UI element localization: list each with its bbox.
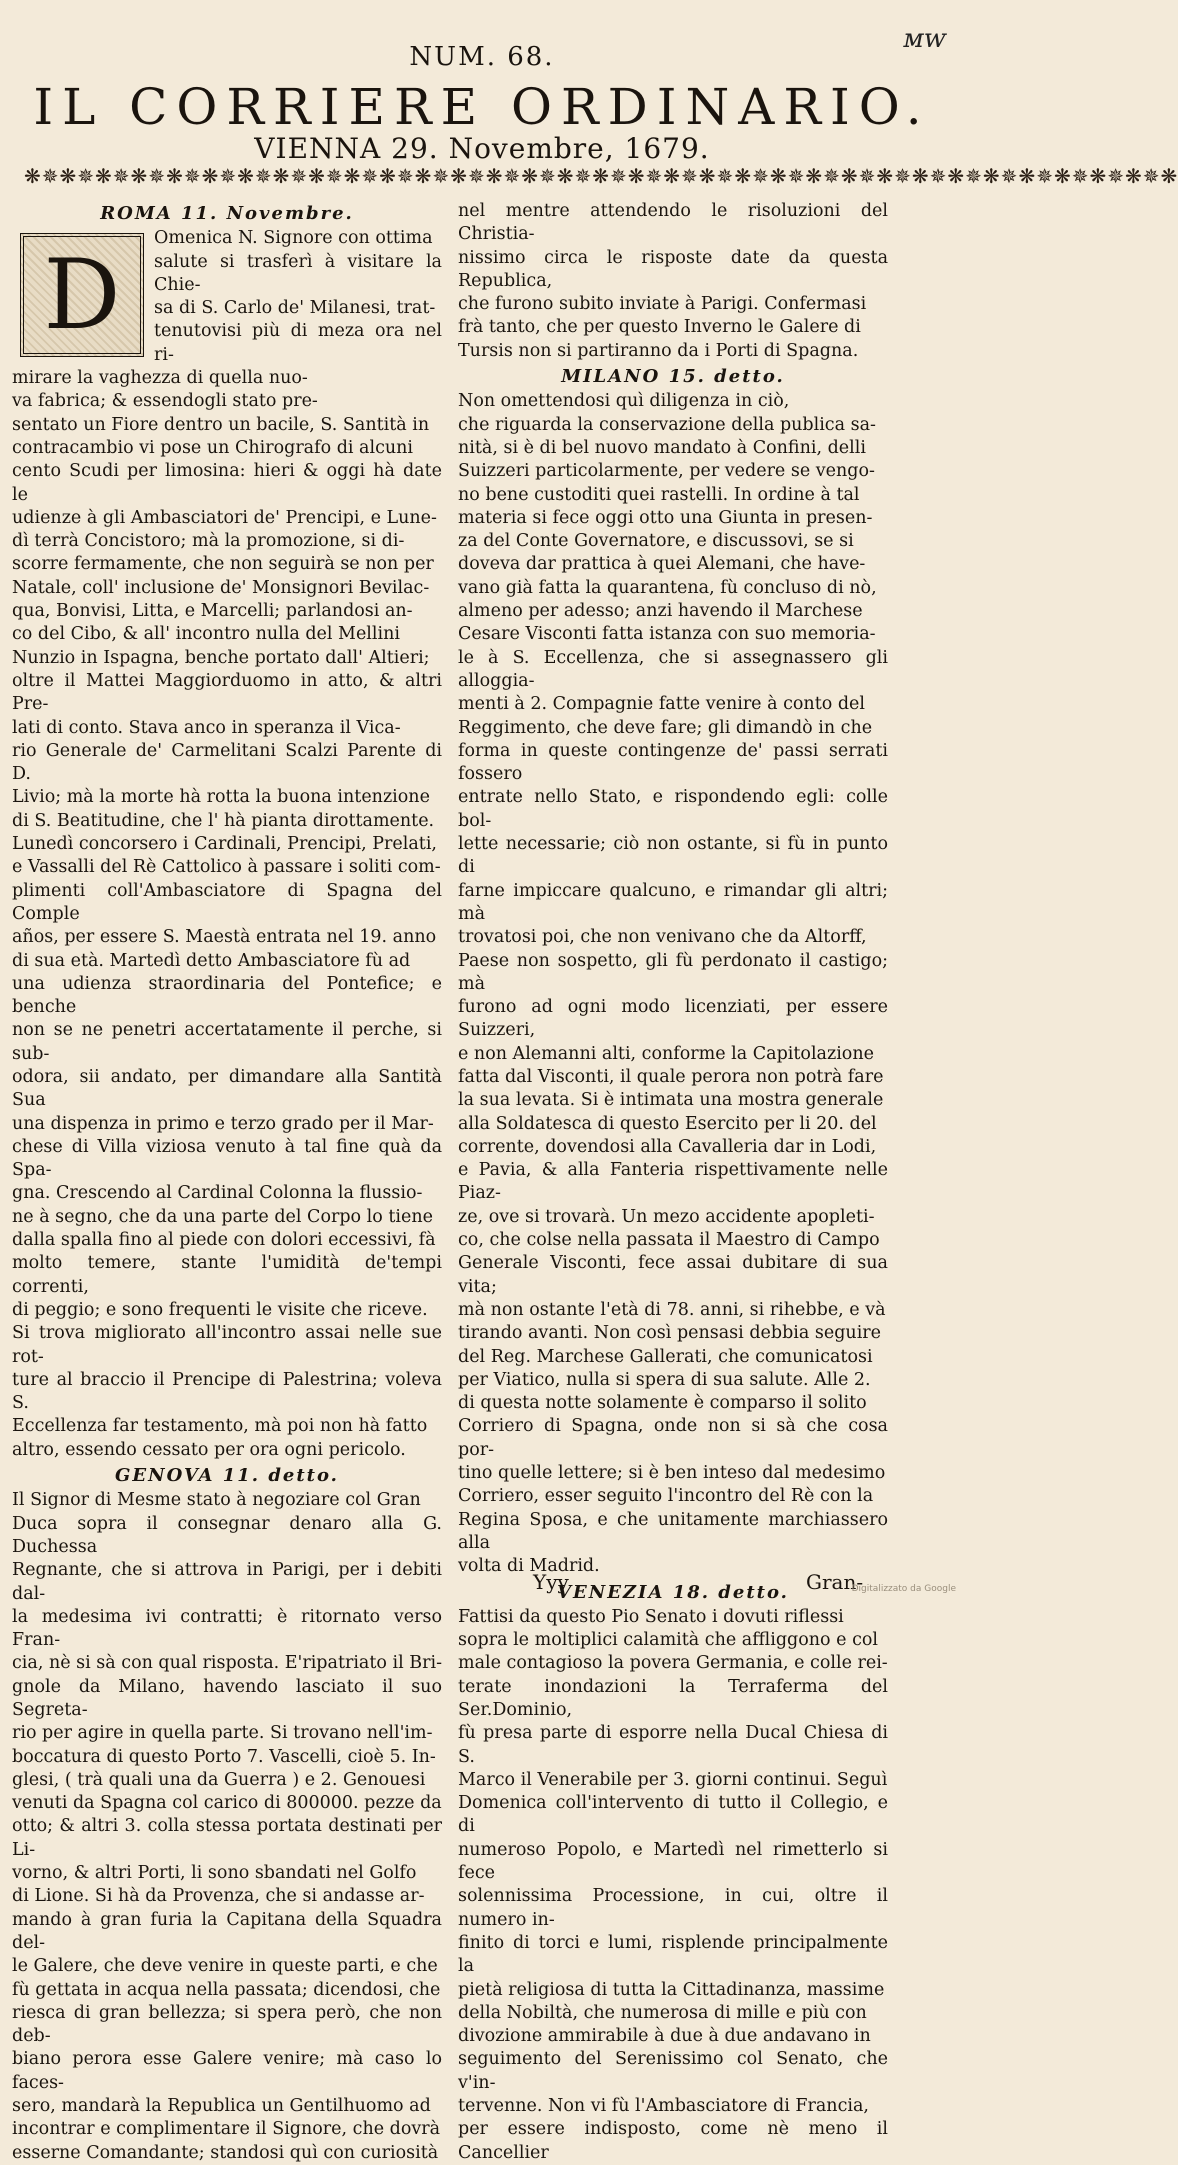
milano-heading: MILANO 15. detto. — [561, 366, 785, 388]
roma-article: Omenica N. Signore con ottima salute si trasferì à visitare la Chie- sa di S. Carlo de' Milanesi, trat- tenutovisi più di meza ora nel ri- mirare la vaghezza di quella nuo- va fabrica; & essendogli stato pre- sentato un Fiore dentro un bacile, S. Santità in contracambio vi pose un Chirografo di alcuni cento Scudi per limosina: hieri & oggi hà date le udienze à gli Ambasciatori de' Prencipi, e Lune- dì terrà Concistoro; mà la promozione, si di- scorre fermamente, che non seguirà se non per Natale, coll' inclusione de' Monsignori Bevilac- qua, Bonvisi, Litta, e Marcelli; parlandosi an- co del Cibo, & all' incontro nulla del Mellini Nunzio in Ispagna, benche portato dall' Altieri; oltre il Mattei Maggiorduomo in atto, & altri Pre- lati di conto. Stava anco in speranza il Vica- rio Generale de' Carmelitani Scalzi Parente di D. Livio; mà la morte hà rotta la buona intenzione di S. Beatitudine, che l' hà pianta dirottamente. Lunedì concorsero i Cardinali, Prencipi, Prelati, e Vassalli del Rè Cattolico à passare i soliti com- plimenti coll'Ambasciatore di Spagna del Comple años, per essere S. Maestà entrata nel 19. anno di sua età. Martedì detto Ambasciatore fù ad una udienza straordinaria del Pontefice; e benche non se ne penetri accertatamente il perche, si sub- odora, sii andato, per dimandare alla Santità Sua una dispenza in primo e terzo grado per il Mar- chese di Villa viziosa venuto à tal fine quà da Spa- gna. Crescendo al Cardinal Colonna la flussio- ne à segno, che da una parte del Corpo lo tiene dalla spalla fino al piede con dolori eccessivi, fà molto temere, stante l'umidità de'tempi correnti, di peggio; e sono frequenti le visite che riceve. Si trova migliorato all'incontro assai nelle sue rot- ture al braccio il Prencipe di Palestrina; voleva S. Eccellenza far testamento, mà poi non hà fatto altro, essendo cessato per ora ogni pericolo. — [12, 228, 442, 1460]
masthead-title: IL CORRIERE ORDINARIO. — [33, 78, 931, 136]
genova-article: Il Signor di Mesme stato à negoziare col Gran Duca sopra il consegnar denaro alla G. Duchessa Regnante, che si attrova in Parigi, per i debiti dal- la medesima ivi contratti; è ritornato verso Fran- cia, nè si sà con qual risposta. E'ripatriato il Bri- gnole da Milano, havendo lasciato il suo Segreta- rio per agire in quella parte. Si trovano nell'im- boccatura di questo Porto 7. Vascelli, cioè 5. In- glesi, ( trà quali una da Guerra ) e 2. Genouesi venuti da Spagna col carico di 800000. pezze da otto; & altri 3. colla stessa portata destinati per Li- vorno, & altri Porti, li sono sbandati nel Golfo di Lione. Si hà da Provenza, che si andasse ar- mando à gran furia la Capitana della Squadra del- le Galere, che deve venire in queste parti, e che fù gettata in acqua nella passata; dicendosi, che riesca di gran bellezza; si spera però, che non deb- biano perora esse Galere venire; mà caso lo faces- sero, mandarà la Republica un Gentilhuomo ad incontrar e complimentare il Signore, che dovrà esserne Comandante; standosi quì con curiosità — [12, 1490, 442, 2163]
right-column — [458, 200, 888, 2165]
margin-note: ᴍᴡ — [903, 24, 946, 54]
catchword: Gran- — [806, 1570, 864, 1594]
digitization-credit: Digitalizzato da Google — [851, 1584, 956, 1594]
venezia-article: Fattisi da questo Pio Senato i dovuti riflessi sopra le moltiplici calamità che affliggono e col male contagioso la povera Germania, e colle rei- terate inondazioni la Terraferma del Ser.Dominio, fù presa parte di esporre nella Ducal Chiesa di S. Marco il Venerabile per 3. giorni continui. Seguì Domenica coll'intervento di tutto il Collegio, e di numeroso Popolo, e Martedì nel rimetterlo si fece solennissima Processione, in cui, oltre il numero in- finito di torci e lumi, risplende principalmente la pietà religiosa di tutta la Cittadinanza, massime della Nobiltà, che numerosa di mille e più con divozione ammirabile à due à due andavano in seguimento del Serenissimo col Senato, che v'in- tervenne. Non vi fù l'Ambasciatore di Francia, per essere indisposto, come nè meno il Cancellier — [458, 1606, 888, 2163]
left-column — [12, 200, 442, 2165]
genova-heading: GENOVA 11. detto. — [115, 1465, 339, 1487]
dateline: VIENNA 29. Novembre, 1679. — [254, 132, 710, 165]
milano-article: Non omettendosi quì diligenza in ciò, che riguarda la conservazione della publica sa- nità, si è di bel nuovo mandato à Confini, delli Suizzeri particolarmente, per vedere se vengo- no bene custoditi quei rastelli. In ordine à tal materia si fece oggi otto una Giunta in presen- za del Conte Governatore, e discussovi, se si doveva dar prattica à quei Alemani, che have- vano già fatta la quarantena, fù concluso di nò, almeno per adesso; anzi havendo il Marchese Cesare Visconti fatta istanza con suo memoria- le à S. Eccellenza, che si assegnassero gli alloggia- menti à 2. Compagnie fatte venire à conto del Reggimento, che deve fare; gli dimandò in che forma in queste contingenze de' passi serrati fossero entrate nello Stato, e rispondendo egli: colle bol- lette necessarie; ciò non ostante, si fù in punto di farne impiccare qualcuno, e rimandar gli altri; mà trovatosi poi, che non venivano che da Altorff, Paese non sospetto, gli fù perdonato il castigo; mà furono ad ogni modo licenziati, per essere Suizzeri, e non Alemanni alti, conforme la Capitolazione fatta dal Visconti, il quale perora non potrà fare la sua levata. Si è intimata una mostra generale alla Soldatesca di questo Esercito per li 20. del corrente, dovendosi alla Cavalleria dar in Lodi, e Pavia, & alla Fanteria rispettivamente nelle Piaz- ze, ove si trovarà. Un mezo accidente apopleti- co, che colse nella passata il Maestro di Campo Generale Visconti, fece assai dubitare di sua vita; mà non ostante l'età di 78. anni, si rihebbe, e và tirando avanti. Non così pensasi debbia seguire del Reg. Marchese Gallerati, che comunicatosi per Viatico, nulla si spera di sua salute. Alle 2. di questa notte solamente è comparso il solito Corriero di Spagna, onde non si sà che cosa por- tino quelle lettere; si è ben inteso dal medesimo Corriero, esser seguito l'incontro del Rè con la Regina Sposa, e che unitamente marchiassero alla volta di Madrid. — [458, 391, 888, 1577]
signature-mark: Yyy — [533, 1570, 569, 1594]
dropcap-initial: D — [20, 233, 144, 357]
roma-heading: ROMA 11. Novembre. — [100, 203, 354, 224]
ornament-rule: ❋✵❋✵❋✵❋✵❋✵❋✵❋✵❋✵❋✵❋✵❋✵❋✵❋✵❋✵❋✵❋✵❋✵❋✵❋✵❋✵❋✵❋✵❋✵❋✵❋✵❋✵❋✵❋✵❋✵❋✵❋✵❋✵❋ — [24, 164, 1178, 188]
continued-article: nel mentre attendendo le risoluzioni del Christia- nissimo circa le risposte date da questa Republica, che furono subito inviate à Parigi. Confermasi frà tanto, che per questo Inverno le Galere di Tursis non si partiranno da i Porti di Spagna. — [458, 201, 888, 361]
venezia-heading: VENEZIA 18. detto. — [557, 1581, 789, 1603]
issue-number: NUM. 68. — [409, 42, 555, 72]
